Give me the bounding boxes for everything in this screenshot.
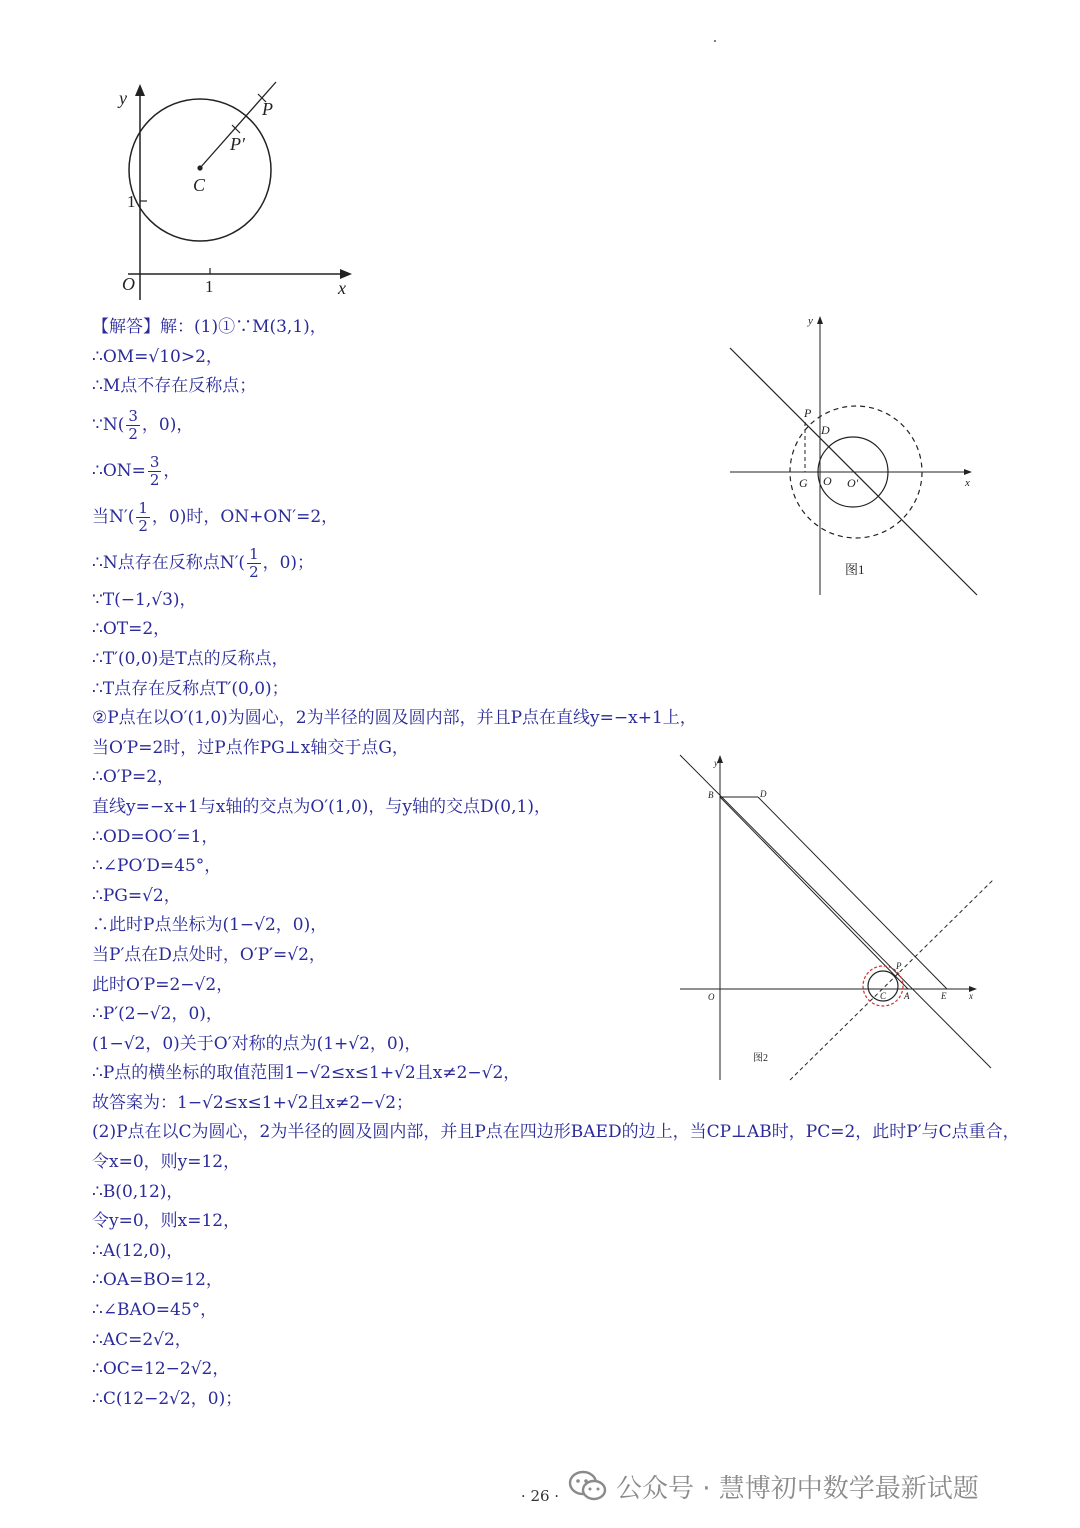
page-number: · 26 · bbox=[520, 1487, 560, 1505]
text-part: ， bbox=[163, 460, 181, 481]
figure-top-svg bbox=[100, 70, 370, 310]
fraction-numerator: 3 bbox=[128, 407, 138, 426]
solution-line: ∴∠BAO=45°， bbox=[92, 1300, 218, 1321]
fraction bbox=[126, 408, 140, 442]
solution-line: ∴PG=√2， bbox=[92, 885, 181, 906]
label-y: y bbox=[119, 88, 127, 108]
label-tick-y: 1 bbox=[127, 192, 136, 211]
fig1-label-y: y bbox=[808, 315, 813, 327]
center-c-dot bbox=[197, 165, 202, 170]
solution-line bbox=[92, 448, 1037, 494]
fig2-label-a: A bbox=[904, 991, 910, 1001]
solution-line: ∴T点存在反称点T′(0,0)； bbox=[92, 678, 289, 699]
fraction-denominator: 2 bbox=[138, 516, 148, 535]
watermark-text: 公众号 · 慧博初中数学最新试题 bbox=[616, 1473, 979, 1504]
fraction-numerator: 1 bbox=[138, 499, 148, 518]
solution-line: ∴P′(2−√2，0)， bbox=[92, 1004, 223, 1025]
fraction bbox=[247, 546, 261, 580]
solution-line: 令y=0，则x=12， bbox=[92, 1211, 241, 1232]
solution-line: ∴B(0,12)， bbox=[92, 1181, 184, 1202]
fig2-label-d: D bbox=[760, 789, 767, 799]
label-p: P bbox=[262, 99, 273, 119]
fig1-label-o-prime: O′ bbox=[847, 476, 859, 490]
solution-line: (2)P点在以C为圆心，2为半径的圆及圆内部，并且P点在四边形BAED的边上，当CP⊥AB时，PC=2，此时P′与C点重合， bbox=[92, 1122, 1020, 1143]
solution-line bbox=[92, 494, 1037, 540]
solution-line-text: 解：(1)①∵M(3,1)， bbox=[160, 317, 327, 337]
text-part: ，0)， bbox=[141, 414, 194, 435]
fraction bbox=[136, 500, 150, 534]
label-tick-x: 1 bbox=[205, 277, 214, 296]
text-part: ，0)时，ON+ON′=2， bbox=[151, 506, 339, 527]
solution-line: ②P点在以O′(1,0)为圆心，2为半径的圆及圆内部，并且P点在直线y=−x+1上， bbox=[92, 708, 697, 729]
solution-heading: 【解答】 bbox=[92, 317, 160, 337]
text-part: ∴ON= bbox=[92, 460, 146, 481]
solution-line: (1−√2，0)关于O′对称的点为(1+√2，0)， bbox=[92, 1033, 422, 1054]
fig1-label-g: G bbox=[799, 476, 808, 490]
label-c: C bbox=[193, 175, 206, 195]
fig2-caption: 图2 bbox=[753, 1053, 768, 1064]
fraction-denominator: 2 bbox=[249, 562, 259, 581]
solution-line: ∴∠PO′D=45°， bbox=[92, 856, 222, 877]
solution-line: ∴AC=2√2， bbox=[92, 1329, 192, 1350]
solution-line: ∴OD=OO′=1， bbox=[92, 826, 219, 847]
solution-line: ∵T(−1,√3)， bbox=[92, 589, 197, 610]
solution-line: 当O′P=2时，过P点作PG⊥x轴交于点G， bbox=[92, 737, 409, 758]
ray-cp bbox=[200, 82, 276, 168]
fig2-label-p: P bbox=[896, 961, 902, 971]
solution-line: ∴P点的横坐标的取值范围1−√2≤x≤1+√2且x≠2−√2， bbox=[92, 1063, 521, 1084]
fig2-label-x: x bbox=[969, 991, 973, 1001]
label-x: x bbox=[338, 278, 346, 298]
fig2-label-y: y bbox=[714, 758, 718, 768]
solution-line: ∴C(12−2√2，0)； bbox=[92, 1388, 243, 1409]
text-part: 当N′( bbox=[92, 506, 135, 527]
text-part: ，0)； bbox=[262, 552, 315, 573]
text-part: ∴N点存在反称点N′( bbox=[92, 552, 246, 573]
fraction-numerator: 3 bbox=[149, 453, 160, 472]
fig2-label-e: E bbox=[941, 991, 947, 1001]
figure-top bbox=[100, 70, 370, 310]
solution-line: ∴OA=BO=12， bbox=[92, 1270, 223, 1291]
fig1-label-x: x bbox=[965, 477, 970, 489]
fig1-caption: 图1 bbox=[845, 562, 865, 577]
fraction bbox=[148, 454, 162, 488]
text-part: ∵N( bbox=[92, 414, 125, 435]
solution-block bbox=[92, 313, 1037, 1414]
solution-line: 直线y=−x+1与x轴的交点为O′(1,0)，与y轴的交点D(0,1)， bbox=[92, 796, 551, 817]
solution-line: ∴A(12,0)， bbox=[92, 1240, 184, 1261]
solution-line: ∴OM=√10>2， bbox=[92, 346, 223, 367]
label-p-prime: P′ bbox=[230, 134, 245, 154]
solution-line: 故答案为：1−√2≤x≤1+√2且x≠2−√2； bbox=[92, 1092, 414, 1113]
label-origin: O bbox=[122, 274, 135, 294]
y-axis-arrow-icon bbox=[135, 84, 145, 96]
solution-line bbox=[92, 540, 1037, 586]
page-dot bbox=[714, 40, 716, 42]
fig1-label-p: P bbox=[804, 406, 812, 420]
solution-line: ∴OC=12−2√2， bbox=[92, 1359, 230, 1380]
solution-line: ∴O′P=2， bbox=[92, 767, 175, 788]
fig1-label-o: O bbox=[823, 474, 832, 488]
solution-line: ∴M点不存在反称点； bbox=[92, 376, 257, 397]
solution-line: 此时O′P=2−√2， bbox=[92, 974, 234, 995]
ray-tick-p-prime bbox=[232, 125, 240, 133]
fig2-label-b: B bbox=[708, 790, 714, 800]
solution-line: 令x=0，则y=12， bbox=[92, 1152, 241, 1173]
fraction-denominator: 2 bbox=[128, 424, 138, 443]
fig1-label-d: D bbox=[821, 423, 830, 437]
fraction-denominator: 2 bbox=[149, 470, 160, 489]
solution-line: 当P′点在D点处时，O′P′=√2， bbox=[92, 944, 326, 965]
fraction-numerator: 1 bbox=[249, 545, 259, 564]
solution-line: ∴此时P点坐标为(1−√2，0)， bbox=[92, 915, 328, 936]
fig2-label-c: C bbox=[880, 991, 887, 1001]
solution-line bbox=[92, 313, 1037, 343]
solution-line: ∴T′(0,0)是T点的反称点， bbox=[92, 648, 289, 669]
fig2-label-o: O bbox=[708, 992, 715, 1002]
solution-line: ∴OT=2， bbox=[92, 619, 171, 640]
solution-line bbox=[92, 402, 1037, 448]
